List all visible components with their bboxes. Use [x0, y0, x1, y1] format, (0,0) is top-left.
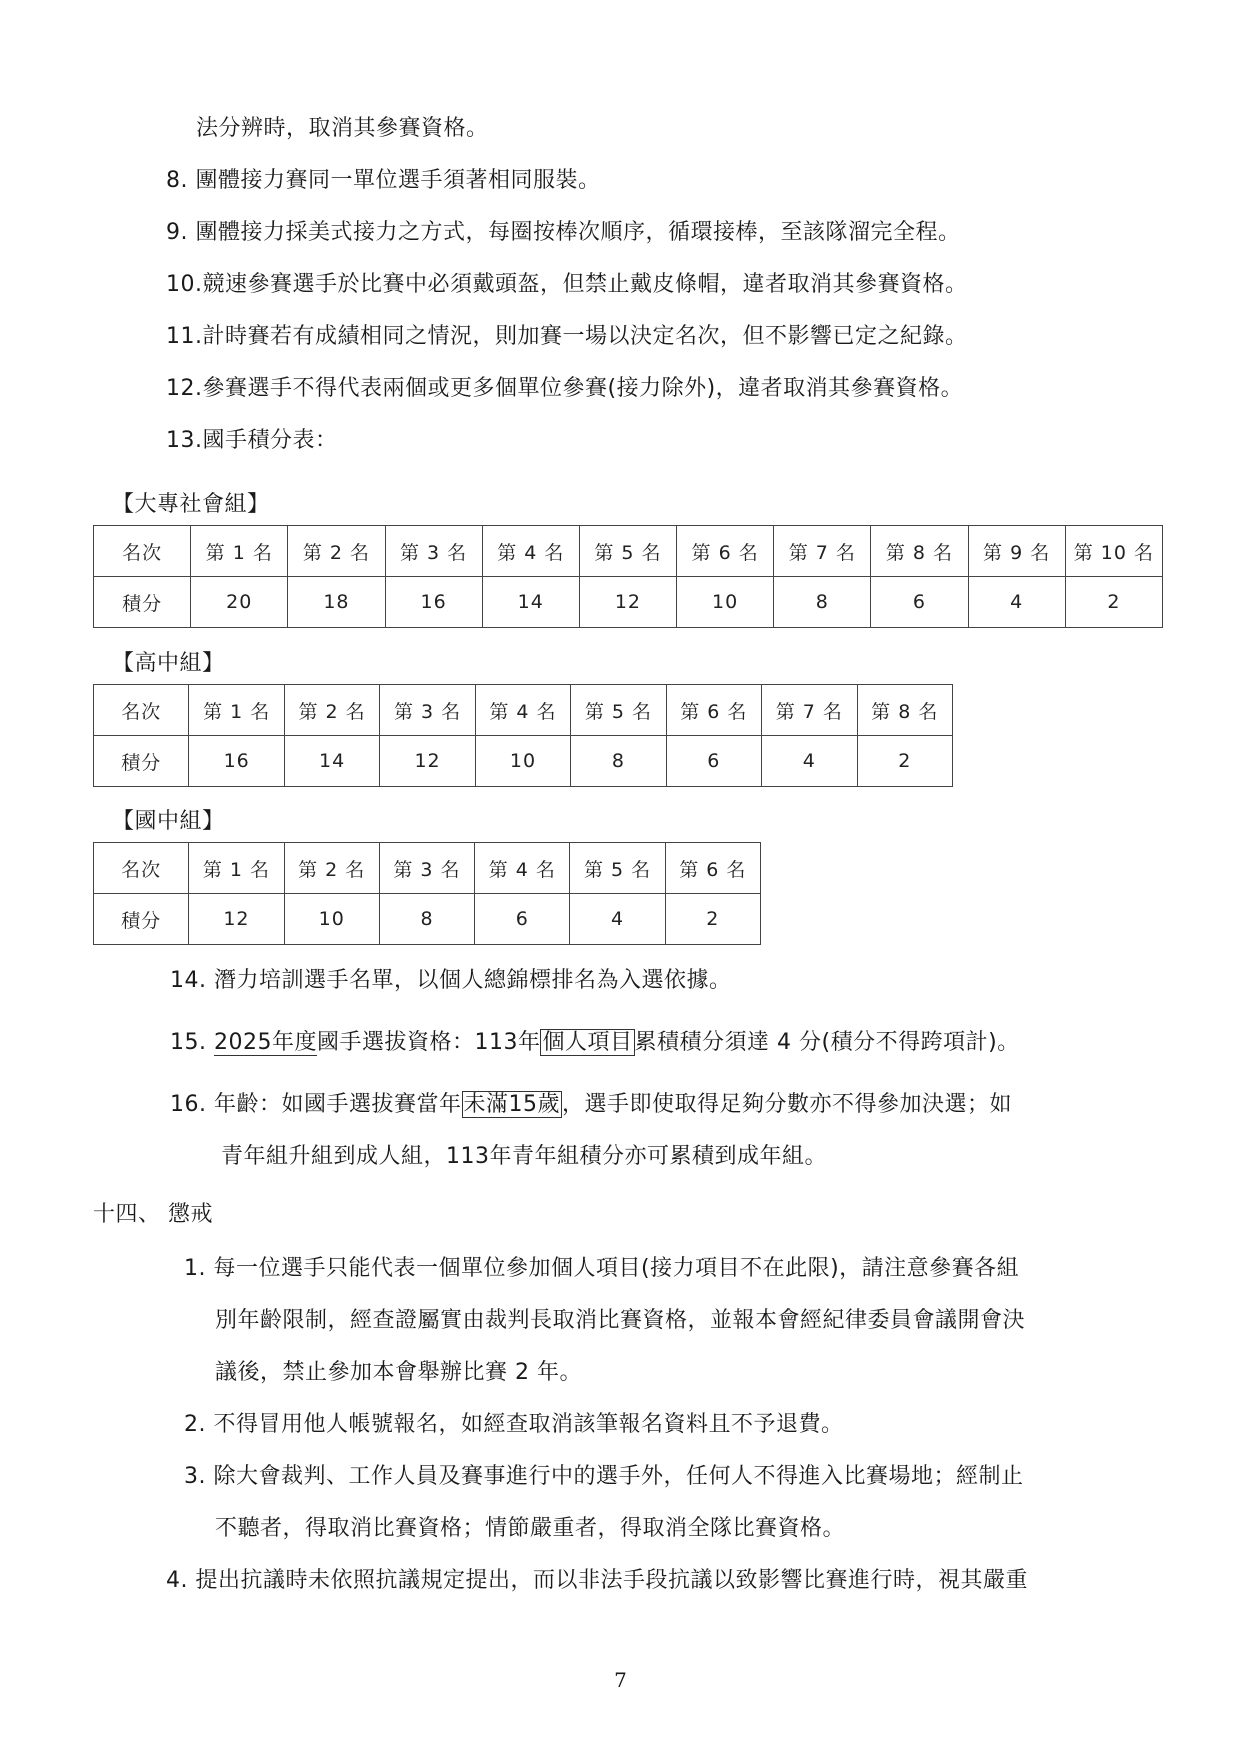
list-item-11: 11.計時賽若有成績相同之情況，則加賽一場以決定名次，但不影響已定之紀錄。	[166, 324, 968, 349]
points-cell: 12	[380, 736, 475, 787]
table-row-points	[94, 577, 1163, 628]
row-label: 積分	[94, 894, 189, 945]
table-title-junior: 【國中組】	[112, 809, 225, 834]
points-cell: 12	[189, 894, 284, 945]
rank-cell: 第 2 名	[284, 685, 379, 736]
points-cell: 4	[968, 577, 1065, 628]
rank-cell: 第 1 名	[189, 685, 284, 736]
penalty-item-1: 1. 每一位選手只能代表一個單位參加個人項目(接力項目不在此限)，請注意參賽各組	[184, 1256, 1020, 1281]
points-cell: 18	[288, 577, 385, 628]
table-title-high: 【高中組】	[112, 651, 225, 676]
table-title-college: 【大專社會組】	[112, 492, 270, 517]
boxed-text: 未滿15歲	[463, 1092, 560, 1117]
points-cell: 10	[475, 736, 570, 787]
row-label: 名次	[94, 843, 189, 894]
list-item-14: 14. 潛力培訓選手名單，以個人總錦標排名為入選依據。	[170, 968, 732, 993]
list-item-16	[170, 1090, 1012, 1120]
list-item-12: 12.參賽選手不得代表兩個或更多個單位參賽(接力除外)，違者取消其參賽資格。	[166, 376, 964, 401]
list-item-15	[170, 1028, 1020, 1058]
rank-cell: 第 9 名	[968, 526, 1065, 577]
section-heading: 十四、 懲戒	[93, 1202, 213, 1227]
rank-cell: 第 6 名	[666, 685, 761, 736]
list-item-9: 9. 團體接力採美式接力之方式，每圈按棒次順序，循環接棒，至該隊溜完全程。	[166, 220, 961, 245]
rank-cell: 第 5 名	[579, 526, 676, 577]
list-item-13: 13.國手積分表：	[166, 428, 338, 453]
points-cell: 10	[284, 894, 379, 945]
text-line: 法分辨時，取消其參賽資格。	[196, 116, 489, 141]
rank-cell: 第 5 名	[571, 685, 666, 736]
points-cell: 20	[191, 577, 288, 628]
table-row-ranks	[94, 685, 953, 736]
points-cell: 2	[665, 894, 760, 945]
penalty-item-3: 3. 除大會裁判、工作人員及賽事進行中的選手外，任何人不得進入比賽場地；經制止	[184, 1464, 1024, 1489]
points-cell: 2	[857, 736, 953, 787]
row-label: 積分	[94, 577, 191, 628]
points-cell: 8	[379, 894, 474, 945]
rank-cell: 第 8 名	[871, 526, 968, 577]
item-number: 16.	[170, 1092, 214, 1117]
points-table-high	[93, 684, 953, 787]
points-cell: 6	[871, 577, 968, 628]
item-text: 累積積分須達 4 分(積分不得跨項計)。	[634, 1030, 1020, 1055]
rank-cell: 第 4 名	[475, 843, 570, 894]
points-cell: 16	[189, 736, 284, 787]
row-label: 積分	[94, 736, 189, 787]
penalty-item-4: 4. 提出抗議時未依照抗議規定提出，而以非法手段抗議以致影響比賽進行時，視其嚴重	[166, 1568, 1028, 1593]
points-cell: 10	[677, 577, 774, 628]
rank-cell: 第 6 名	[665, 843, 760, 894]
item-text: ，選手即使取得足夠分數亦不得參加決選；如	[562, 1092, 1013, 1117]
points-cell: 8	[571, 736, 666, 787]
points-cell: 12	[579, 577, 676, 628]
points-cell: 14	[482, 577, 579, 628]
points-cell: 16	[385, 577, 482, 628]
item-number: 15.	[170, 1030, 214, 1055]
text-line: 議後，禁止參加本會舉辦比賽 2 年。	[215, 1360, 582, 1385]
text-line: 青年組升組到成人組，113年青年組積分亦可累積到成年組。	[221, 1144, 827, 1169]
rank-cell: 第 2 名	[284, 843, 379, 894]
points-cell: 4	[762, 736, 857, 787]
rank-cell: 第 10 名	[1065, 526, 1162, 577]
list-item-8: 8. 團體接力賽同一單位選手須著相同服裝。	[166, 168, 601, 193]
rank-cell: 第 1 名	[191, 526, 288, 577]
penalty-item-2: 2. 不得冒用他人帳號報名，如經查取消該筆報名資料且不予退費。	[184, 1412, 844, 1437]
points-table-junior	[93, 842, 761, 945]
table-row-points	[94, 736, 953, 787]
rank-cell: 第 3 名	[380, 685, 475, 736]
item-text: 國手選拔資格：113年	[316, 1030, 541, 1055]
text-line: 別年齡限制，經查證屬實由裁判長取消比賽資格，並報本會經紀律委員會議開會決	[215, 1308, 1026, 1333]
boxed-text: 個人項目	[542, 1030, 633, 1055]
rank-cell: 第 7 名	[774, 526, 871, 577]
rank-cell: 第 2 名	[288, 526, 385, 577]
row-label: 名次	[94, 526, 191, 577]
table-row-ranks	[94, 843, 761, 894]
points-cell: 8	[774, 577, 871, 628]
rank-cell: 第 3 名	[385, 526, 482, 577]
points-cell: 14	[284, 736, 379, 787]
rank-cell: 第 6 名	[677, 526, 774, 577]
table-row-points	[94, 894, 761, 945]
rank-cell: 第 5 名	[570, 843, 665, 894]
rank-cell: 第 4 名	[475, 685, 570, 736]
list-item-10: 10.競速參賽選手於比賽中必須戴頭盔，但禁止戴皮條帽，違者取消其參賽資格。	[166, 272, 968, 297]
points-cell: 4	[570, 894, 665, 945]
points-cell: 6	[475, 894, 570, 945]
rank-cell: 第 7 名	[762, 685, 857, 736]
page-number: 7	[614, 1668, 627, 1692]
rank-cell: 第 1 名	[189, 843, 284, 894]
table-row-ranks	[94, 526, 1163, 577]
rank-cell: 第 4 名	[482, 526, 579, 577]
points-cell: 6	[666, 736, 761, 787]
underlined-year: 2025年度	[213, 1030, 317, 1055]
points-table-college	[93, 525, 1163, 628]
row-label: 名次	[94, 685, 189, 736]
points-cell: 2	[1065, 577, 1162, 628]
rank-cell: 第 3 名	[379, 843, 474, 894]
item-text: 年齡：如國手選拔賽當年	[213, 1092, 462, 1117]
rank-cell: 第 8 名	[857, 685, 953, 736]
text-line: 不聽者，得取消比賽資格；情節嚴重者，得取消全隊比賽資格。	[215, 1516, 846, 1541]
